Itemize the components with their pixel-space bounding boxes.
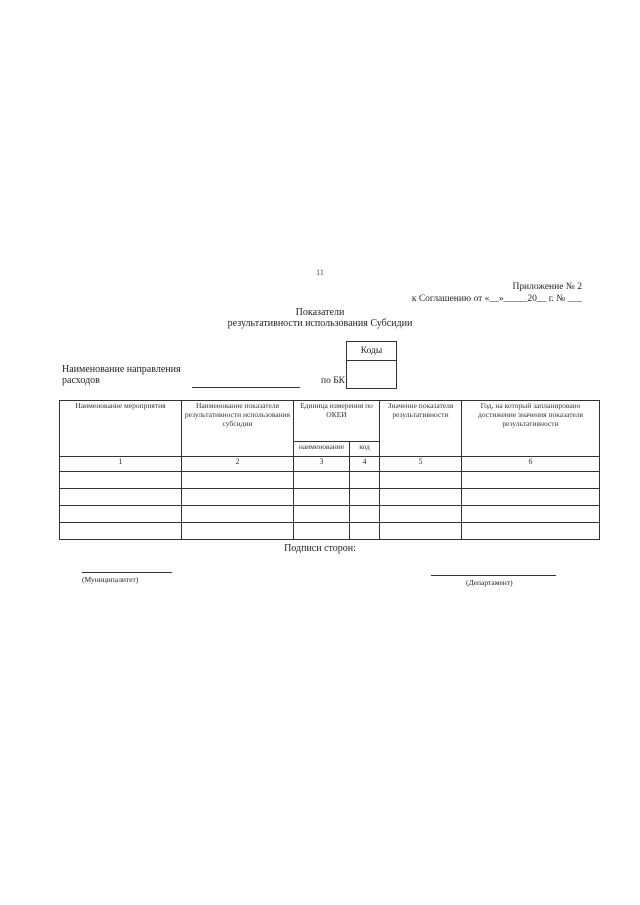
table-cell — [294, 489, 350, 506]
appendix-label: Приложение № 2 — [512, 282, 582, 292]
table-cell — [462, 472, 600, 489]
signature-line-municipality — [82, 572, 172, 573]
header-unit-name: наименование — [294, 442, 350, 457]
expense-direction-fill-line — [192, 387, 300, 388]
table-cell — [350, 506, 380, 523]
table-cell — [182, 523, 294, 540]
table-cell — [294, 472, 350, 489]
expense-direction-label — [62, 364, 181, 386]
table-cell — [182, 489, 294, 506]
header-unit-code: код — [350, 442, 380, 457]
table-cell — [350, 523, 380, 540]
expense-direction-line1: Наименование направления — [62, 364, 181, 375]
header-unit: Единица измерения по ОКЕИ — [294, 401, 380, 442]
table-header-row — [60, 401, 600, 442]
table-cell — [380, 506, 462, 523]
document-subtitle: результативности использования Субсидии — [227, 318, 413, 329]
table-cell — [350, 472, 380, 489]
table-cell — [60, 523, 182, 540]
codes-label: Коды — [347, 342, 396, 361]
column-number: 5 — [380, 457, 462, 472]
table-row — [60, 489, 600, 506]
agreement-reference: к Соглашению от «__»_____20__ г. № ___ — [411, 294, 582, 304]
table-cell — [380, 472, 462, 489]
codes-box — [346, 341, 397, 389]
table-cell — [462, 523, 600, 540]
column-number: 4 — [350, 457, 380, 472]
table-row — [60, 506, 600, 523]
header-year: Год, на который запланировано достижение значения показателя результативности — [462, 401, 600, 457]
document-title: Показатели — [295, 307, 345, 318]
header-event: Наименование мероприятия — [60, 401, 182, 457]
table-cell — [350, 489, 380, 506]
table-cell — [294, 523, 350, 540]
column-number: 3 — [294, 457, 350, 472]
table-row — [60, 523, 600, 540]
table-cell — [182, 506, 294, 523]
signature-label-department: (Департамент) — [466, 578, 513, 587]
page-number: 11 — [316, 268, 324, 277]
table-cell — [60, 489, 182, 506]
signature-label-municipality: (Муниципалитет) — [82, 575, 139, 584]
table-cell — [60, 472, 182, 489]
table-row — [60, 472, 600, 489]
column-number: 1 — [60, 457, 182, 472]
signatures-title: Подписи сторон: — [284, 543, 356, 554]
table-cell — [380, 523, 462, 540]
table-cell — [462, 506, 600, 523]
table-cell — [380, 489, 462, 506]
header-indicator: Наименование показателя результативности использования субсидии — [182, 401, 294, 457]
expense-direction-line2: расходов — [62, 375, 100, 386]
table-cell — [462, 489, 600, 506]
column-number-row — [60, 457, 600, 472]
table-cell — [294, 506, 350, 523]
header-value: Значение показателя результативности — [380, 401, 462, 457]
bk-label: по БК — [321, 376, 346, 386]
indicators-table — [59, 400, 600, 540]
column-number: 2 — [182, 457, 294, 472]
table-cell — [60, 506, 182, 523]
column-number: 6 — [462, 457, 600, 472]
signature-line-department — [431, 575, 556, 576]
table-cell — [182, 472, 294, 489]
